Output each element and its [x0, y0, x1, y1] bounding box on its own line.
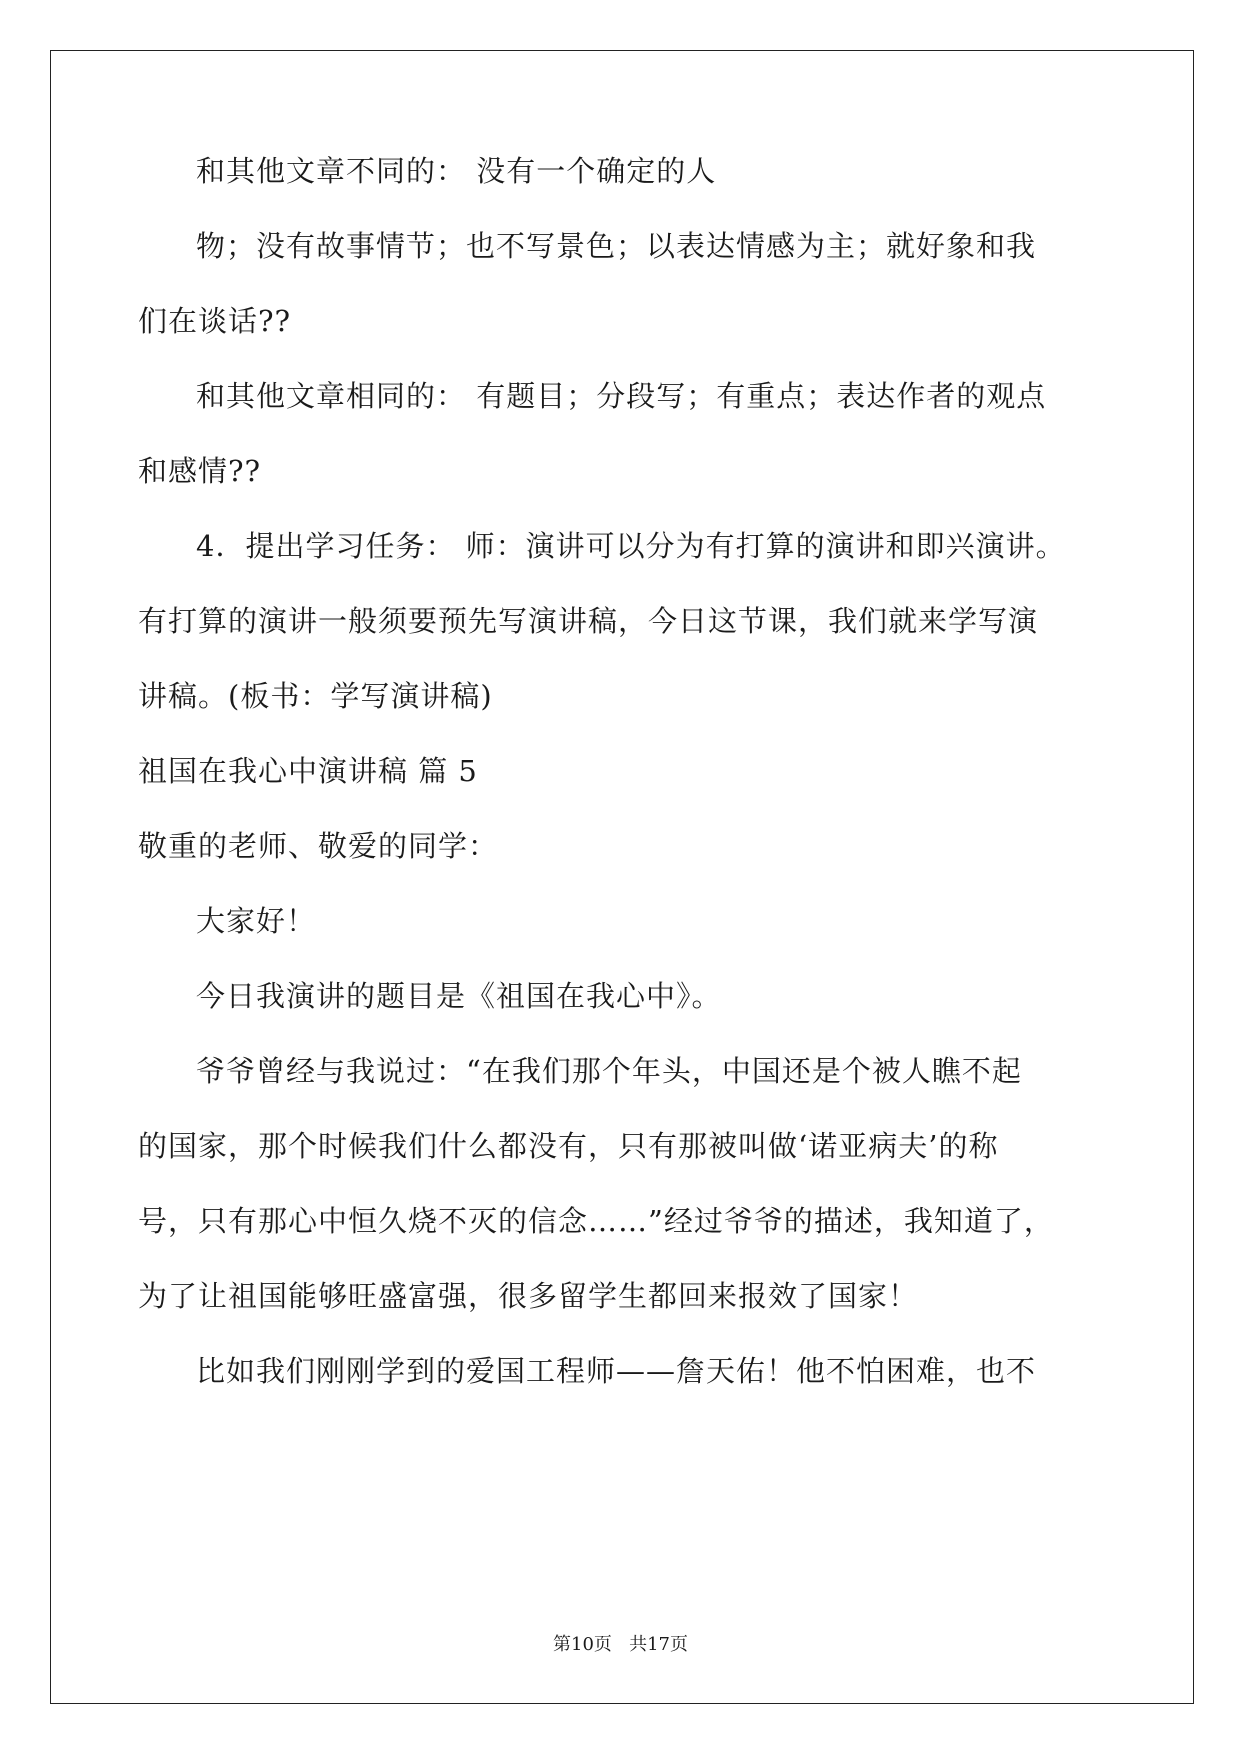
text-line: 有打算的演讲一般须要预先写演讲稿，今日这节课，我们就来学写演 [138, 604, 1039, 638]
text-line: 今日我演讲的题目是《祖国在我心中》。 [196, 979, 722, 1013]
text-line: 和其他文章相同的： 有题目；分段写；有重点；表达作者的观点 [196, 379, 1047, 413]
page-border [50, 50, 1194, 1704]
footer-prefix: 第 [553, 1634, 571, 1655]
text-line: 讲稿。(板书：学写演讲稿) [138, 679, 493, 713]
page-footer [0, 1630, 1241, 1656]
text-line: 比如我们刚刚学到的爱国工程师——詹天佑！他不怕困难，也不 [196, 1354, 1037, 1388]
greeting: 大家好！ [196, 904, 317, 938]
text-line: 和其他文章不同的： 没有一个确定的人 [196, 154, 717, 188]
text-line: 们在谈话?? [138, 304, 292, 338]
text-line: 和感情?? [138, 454, 262, 488]
footer-mid: 页 共 [593, 1634, 648, 1655]
text-line: 4．提出学习任务： 师：演讲可以分为有打算的演讲和即兴演讲。 [196, 529, 1066, 563]
footer-suffix: 页 [669, 1634, 688, 1655]
text-line: 为了让祖国能够旺盛富强，很多留学生都回来报效了国家！ [138, 1279, 919, 1313]
text-line: 的国家，那个时候我们什么都没有，只有那被叫做‘诺亚病夫’的称 [138, 1129, 999, 1163]
current-page-number: 10 [571, 1634, 594, 1655]
text-line: 爷爷曾经与我说过：“在我们那个年头，中国还是个被人瞧不起 [196, 1054, 1022, 1088]
text-line: 物；没有故事情节；也不写景色；以表达情感为主；就好象和我 [196, 229, 1037, 263]
text-line: 号，只有那心中恒久烧不灭的信念……”经过爷爷的描述，我知道了， [138, 1204, 1054, 1238]
total-pages-number: 17 [647, 1634, 670, 1655]
salutation: 敬重的老师、敬爱的同学： [138, 829, 499, 863]
section-heading: 祖国在我心中演讲稿 篇 5 [138, 754, 478, 788]
